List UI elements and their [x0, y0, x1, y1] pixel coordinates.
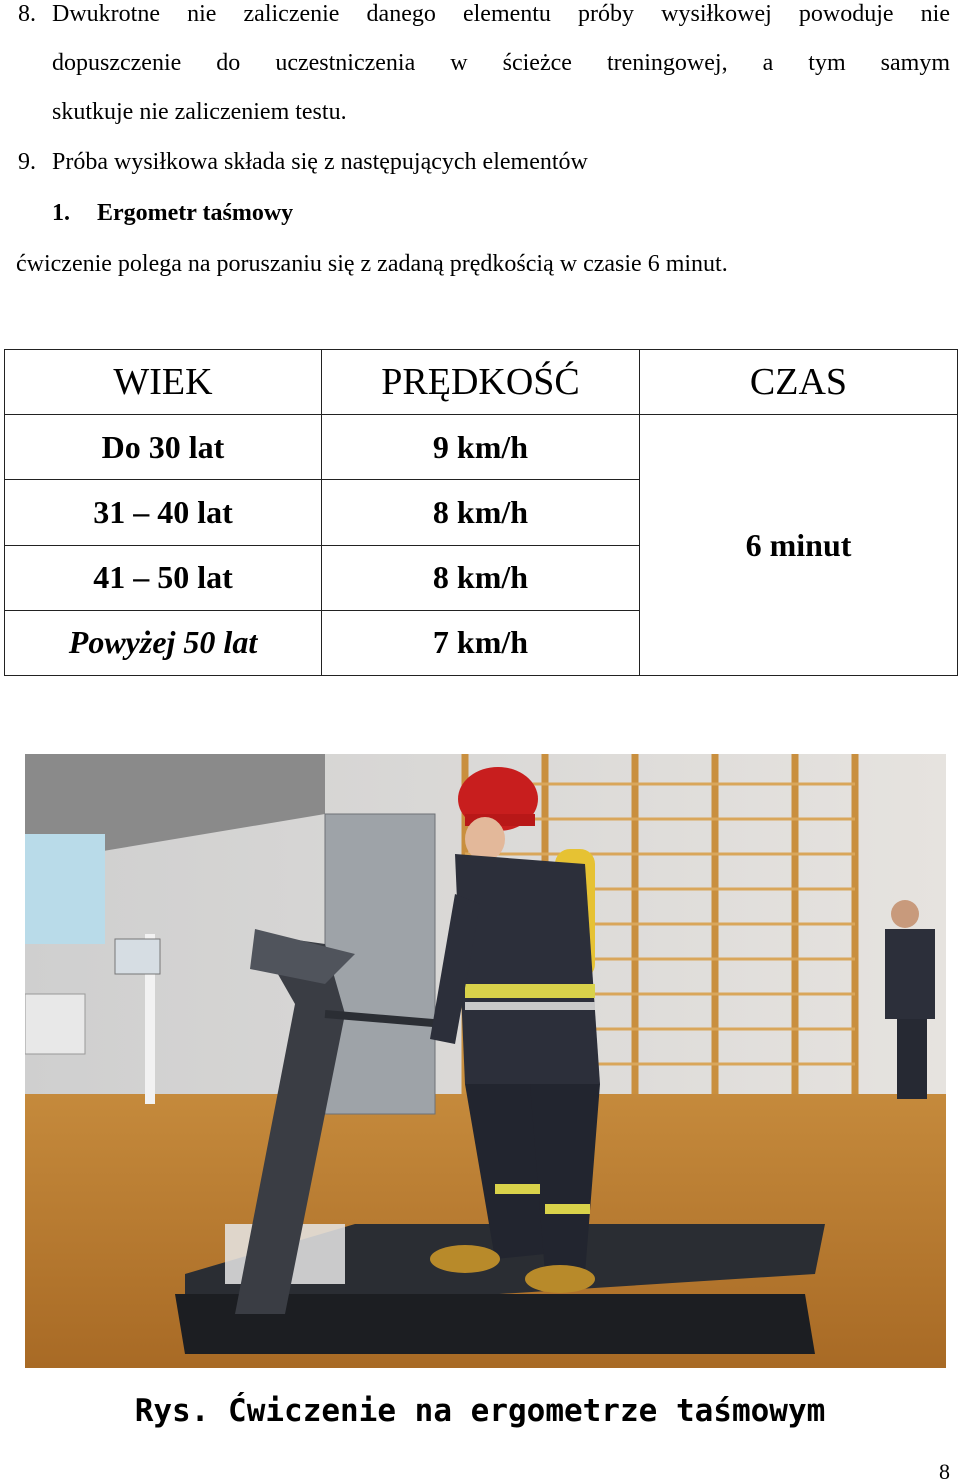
speed-table — [4, 349, 958, 676]
table-header-row — [5, 350, 958, 415]
item-8-line-1: Dwukrotne nie zaliczenie danego elementu próby wysiłkowej powoduje nie — [52, 1, 950, 27]
age-cell: 31 – 40 lat — [5, 480, 322, 545]
header-speed: PRĘDKOŚĆ — [322, 350, 640, 415]
speed-cell: 8 km/h — [322, 545, 640, 610]
header-time: CZAS — [640, 350, 958, 415]
radiator — [25, 994, 85, 1054]
age-cell: 41 – 50 lat — [5, 545, 322, 610]
table-row — [5, 415, 958, 480]
window — [25, 834, 105, 944]
boot — [430, 1245, 500, 1273]
boot — [525, 1265, 595, 1293]
section-1-number: 1. — [52, 200, 70, 226]
speed-cell: 7 km/h — [322, 610, 640, 675]
figure-caption: Rys. Ćwiczenie na ergometrze taśmowym — [134, 1393, 826, 1429]
speed-cell: 8 km/h — [322, 480, 640, 545]
section-1-title: Ergometr taśmowy — [97, 200, 294, 226]
item-9-text: Próba wysiłkowa składa się z następujących elementów — [52, 149, 588, 175]
page-number: 8 — [939, 1459, 950, 1484]
treadmill-photo — [25, 754, 946, 1368]
header-age: WIEK — [5, 350, 322, 415]
control-box — [115, 939, 160, 974]
time-cell: 6 minut — [640, 415, 958, 676]
age-cell: Do 30 lat — [5, 415, 322, 480]
speed-cell: 9 km/h — [322, 415, 640, 480]
item-8-line-2: dopuszczenie do uczestniczenia w ścieżce treningowej, a tym samym — [52, 50, 950, 76]
item-8-line-3: skutkuje nie zaliczeniem testu. — [52, 99, 347, 125]
exercise-description: ćwiczenie polega na poruszaniu się z zadaną prędkością w czasie 6 minut. — [16, 251, 728, 277]
item-8-number: 8. — [18, 1, 36, 27]
jacket — [455, 854, 600, 1084]
age-cell: Powyżej 50 lat — [5, 610, 322, 675]
item-9-number: 9. — [18, 149, 36, 175]
